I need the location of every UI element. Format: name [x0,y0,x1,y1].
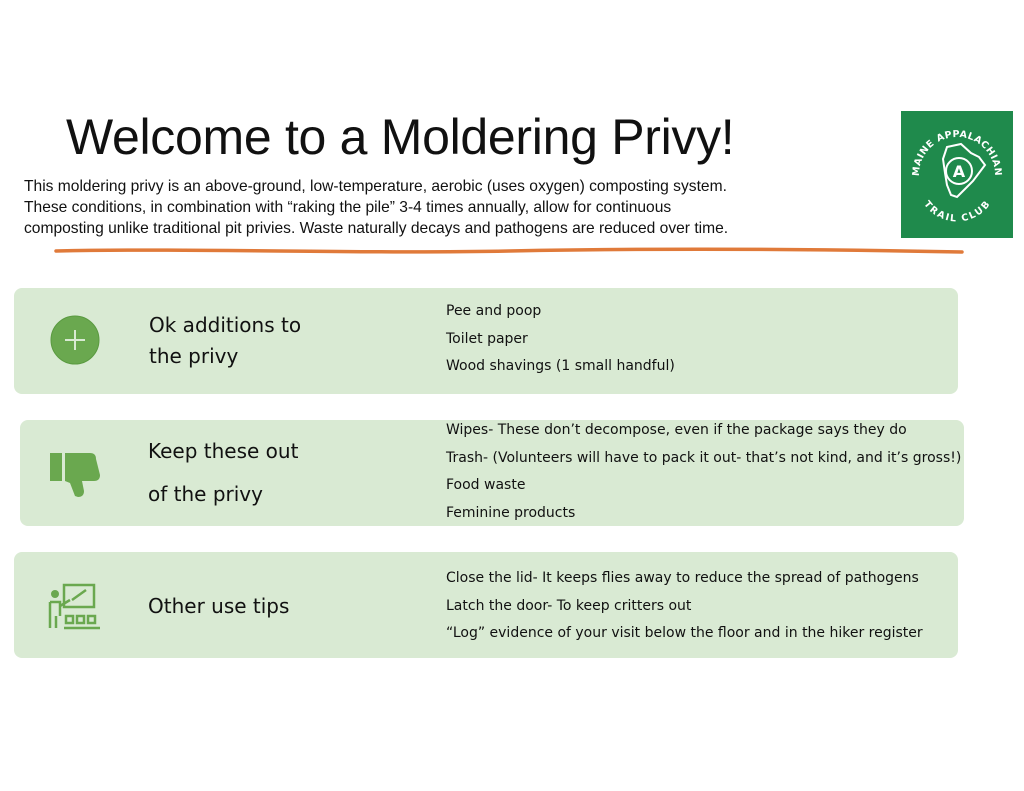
ok-additions-list [446,298,675,381]
logo-mark: A [952,162,966,181]
section-label-line: Ok additions to [149,313,302,337]
svg-text:TRAIL CLUB [921,199,992,225]
thumbs-down-icon [50,449,102,499]
keep-out-list [446,417,961,527]
section-label [148,430,298,516]
section-label [149,310,301,372]
teacher-presentation-icon [46,582,104,632]
list-item: Close the lid- It keeps flies away to reduce the spread of pathogens [446,570,919,586]
maine-appalachian-trail-club-logo [901,111,1013,238]
list-item: Wipes- These don’t decompose, even if the package says they do [446,422,907,438]
list-item: Food waste [446,477,526,493]
plus-circle-icon [50,315,100,365]
list-item: Wood shavings (1 small handful) [446,358,675,374]
list-item: Pee and poop [446,303,542,319]
section-label-line: of the privy [148,482,263,506]
list-item: Trash- (Volunteers will have to pack it out- that’s not kind, and it’s gross!) [446,449,962,466]
section-label-line: Other use tips [148,594,290,618]
logo-text-top: MAINE APPALACHIAN [910,128,1004,177]
intro-paragraph [24,176,884,239]
section-label-line: Keep these out [148,439,299,463]
logo-graphic [901,111,1013,238]
section-label [148,591,289,622]
logo-text-bottom: TRAIL CLUB [921,198,993,225]
list-item: Toilet paper [446,330,528,347]
other-tips-list [446,565,923,648]
orange-divider [54,246,964,256]
intro-line: composting unlike traditional pit privies. Waste naturally decays and pathogens are reduced over time. [24,220,729,237]
intro-line: These conditions, in combination with “raking the pile” 3-4 times annually, allow for continuous [24,199,672,216]
list-item: Latch the door- To keep critters out [446,597,692,614]
list-item: Feminine products [446,504,576,521]
page-title: Welcome to a Moldering Privy! [66,109,735,165]
section-label-line: the privy [149,344,239,368]
intro-line: This moldering privy is an above-ground, low-temperature, aerobic (uses oxygen) composting system. [24,178,727,195]
list-item: “Log” evidence of your visit below the floor and in the hiker register [446,625,923,641]
